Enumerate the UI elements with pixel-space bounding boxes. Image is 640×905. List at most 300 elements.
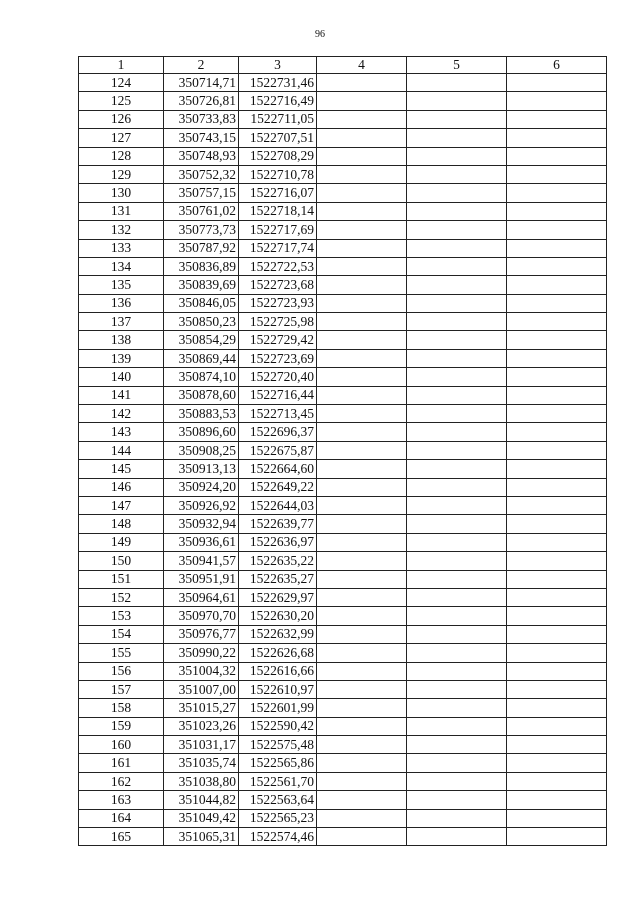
point-number-cell: 146 bbox=[79, 478, 164, 496]
empty-cell bbox=[407, 478, 507, 496]
x-coordinate-cell: 350908,25 bbox=[164, 441, 239, 459]
y-coordinate-cell: 1522729,42 bbox=[239, 331, 317, 349]
table-row bbox=[79, 276, 607, 294]
empty-cell bbox=[507, 294, 607, 312]
point-number-cell: 150 bbox=[79, 552, 164, 570]
point-number-cell: 128 bbox=[79, 147, 164, 165]
point-number-cell: 147 bbox=[79, 496, 164, 514]
y-coordinate-cell: 1522649,22 bbox=[239, 478, 317, 496]
y-coordinate-cell: 1522723,69 bbox=[239, 349, 317, 367]
empty-cell bbox=[507, 496, 607, 514]
column-header-1: 1 bbox=[79, 57, 164, 74]
y-coordinate-cell: 1522713,45 bbox=[239, 405, 317, 423]
empty-cell bbox=[317, 809, 407, 827]
y-coordinate-cell: 1522716,07 bbox=[239, 184, 317, 202]
empty-cell bbox=[407, 644, 507, 662]
empty-cell bbox=[317, 331, 407, 349]
point-number-cell: 165 bbox=[79, 828, 164, 846]
x-coordinate-cell: 350714,71 bbox=[164, 74, 239, 92]
point-number-cell: 127 bbox=[79, 129, 164, 147]
empty-cell bbox=[507, 147, 607, 165]
x-coordinate-cell: 350913,13 bbox=[164, 460, 239, 478]
empty-cell bbox=[317, 313, 407, 331]
table-row bbox=[79, 680, 607, 698]
empty-cell bbox=[407, 662, 507, 680]
table-row bbox=[79, 110, 607, 128]
point-number-cell: 144 bbox=[79, 441, 164, 459]
y-coordinate-cell: 1522574,46 bbox=[239, 828, 317, 846]
empty-cell bbox=[317, 294, 407, 312]
column-header-2: 2 bbox=[164, 57, 239, 74]
empty-cell bbox=[507, 92, 607, 110]
empty-cell bbox=[317, 92, 407, 110]
empty-cell bbox=[407, 129, 507, 147]
empty-cell bbox=[317, 791, 407, 809]
empty-cell bbox=[507, 202, 607, 220]
point-number-cell: 160 bbox=[79, 736, 164, 754]
empty-cell bbox=[317, 607, 407, 625]
empty-cell bbox=[317, 644, 407, 662]
x-coordinate-cell: 351031,17 bbox=[164, 736, 239, 754]
table-body bbox=[79, 74, 607, 846]
table-row bbox=[79, 699, 607, 717]
x-coordinate-cell: 350743,15 bbox=[164, 129, 239, 147]
empty-cell bbox=[407, 828, 507, 846]
x-coordinate-cell: 351007,00 bbox=[164, 680, 239, 698]
x-coordinate-cell: 350761,02 bbox=[164, 202, 239, 220]
x-coordinate-cell: 350752,32 bbox=[164, 165, 239, 183]
empty-cell bbox=[317, 74, 407, 92]
point-number-cell: 139 bbox=[79, 349, 164, 367]
y-coordinate-cell: 1522629,97 bbox=[239, 588, 317, 606]
point-number-cell: 156 bbox=[79, 662, 164, 680]
y-coordinate-cell: 1522575,48 bbox=[239, 736, 317, 754]
y-coordinate-cell: 1522639,77 bbox=[239, 515, 317, 533]
empty-cell bbox=[317, 699, 407, 717]
empty-cell bbox=[317, 772, 407, 790]
point-number-cell: 148 bbox=[79, 515, 164, 533]
empty-cell bbox=[507, 662, 607, 680]
empty-cell bbox=[317, 552, 407, 570]
empty-cell bbox=[317, 423, 407, 441]
point-number-cell: 133 bbox=[79, 239, 164, 257]
empty-cell bbox=[407, 754, 507, 772]
y-coordinate-cell: 1522636,97 bbox=[239, 533, 317, 551]
x-coordinate-cell: 350726,81 bbox=[164, 92, 239, 110]
empty-cell bbox=[317, 662, 407, 680]
coordinates-table bbox=[78, 56, 607, 846]
table-row bbox=[79, 644, 607, 662]
table-row bbox=[79, 754, 607, 772]
y-coordinate-cell: 1522635,22 bbox=[239, 552, 317, 570]
empty-cell bbox=[507, 313, 607, 331]
empty-cell bbox=[407, 221, 507, 239]
table-row bbox=[79, 570, 607, 588]
empty-cell bbox=[407, 809, 507, 827]
empty-cell bbox=[317, 588, 407, 606]
x-coordinate-cell: 350748,93 bbox=[164, 147, 239, 165]
empty-cell bbox=[507, 331, 607, 349]
x-coordinate-cell: 350878,60 bbox=[164, 386, 239, 404]
empty-cell bbox=[407, 386, 507, 404]
empty-cell bbox=[317, 110, 407, 128]
table-row bbox=[79, 515, 607, 533]
point-number-cell: 129 bbox=[79, 165, 164, 183]
empty-cell bbox=[507, 441, 607, 459]
empty-cell bbox=[507, 699, 607, 717]
empty-cell bbox=[317, 276, 407, 294]
x-coordinate-cell: 350850,23 bbox=[164, 313, 239, 331]
y-coordinate-cell: 1522707,51 bbox=[239, 129, 317, 147]
x-coordinate-cell: 351049,42 bbox=[164, 809, 239, 827]
empty-cell bbox=[317, 736, 407, 754]
table-row bbox=[79, 533, 607, 551]
table-row bbox=[79, 625, 607, 643]
y-coordinate-cell: 1522716,49 bbox=[239, 92, 317, 110]
y-coordinate-cell: 1522675,87 bbox=[239, 441, 317, 459]
x-coordinate-cell: 350874,10 bbox=[164, 368, 239, 386]
empty-cell bbox=[507, 625, 607, 643]
table-row bbox=[79, 478, 607, 496]
y-coordinate-cell: 1522561,70 bbox=[239, 772, 317, 790]
column-header-3: 3 bbox=[239, 57, 317, 74]
empty-cell bbox=[507, 239, 607, 257]
empty-cell bbox=[507, 791, 607, 809]
table-row bbox=[79, 331, 607, 349]
x-coordinate-cell: 350941,57 bbox=[164, 552, 239, 570]
point-number-cell: 125 bbox=[79, 92, 164, 110]
empty-cell bbox=[407, 515, 507, 533]
point-number-cell: 161 bbox=[79, 754, 164, 772]
empty-cell bbox=[407, 294, 507, 312]
empty-cell bbox=[407, 533, 507, 551]
empty-cell bbox=[407, 110, 507, 128]
table-row bbox=[79, 717, 607, 735]
empty-cell bbox=[407, 184, 507, 202]
page-number: 96 bbox=[315, 29, 325, 40]
empty-cell bbox=[507, 754, 607, 772]
empty-cell bbox=[407, 441, 507, 459]
empty-cell bbox=[507, 570, 607, 588]
empty-cell bbox=[407, 313, 507, 331]
table-row bbox=[79, 828, 607, 846]
table-row bbox=[79, 202, 607, 220]
empty-cell bbox=[407, 717, 507, 735]
table-row bbox=[79, 92, 607, 110]
empty-cell bbox=[317, 147, 407, 165]
y-coordinate-cell: 1522723,68 bbox=[239, 276, 317, 294]
empty-cell bbox=[407, 496, 507, 514]
table-row bbox=[79, 772, 607, 790]
empty-cell bbox=[317, 515, 407, 533]
x-coordinate-cell: 350964,61 bbox=[164, 588, 239, 606]
table-row bbox=[79, 662, 607, 680]
empty-cell bbox=[407, 423, 507, 441]
empty-cell bbox=[507, 588, 607, 606]
empty-cell bbox=[507, 74, 607, 92]
x-coordinate-cell: 351023,26 bbox=[164, 717, 239, 735]
empty-cell bbox=[407, 552, 507, 570]
x-coordinate-cell: 350733,83 bbox=[164, 110, 239, 128]
empty-cell bbox=[317, 184, 407, 202]
table-row bbox=[79, 147, 607, 165]
empty-cell bbox=[407, 165, 507, 183]
point-number-cell: 140 bbox=[79, 368, 164, 386]
y-coordinate-cell: 1522710,78 bbox=[239, 165, 317, 183]
y-coordinate-cell: 1522565,23 bbox=[239, 809, 317, 827]
empty-cell bbox=[507, 405, 607, 423]
empty-cell bbox=[507, 276, 607, 294]
y-coordinate-cell: 1522610,97 bbox=[239, 680, 317, 698]
empty-cell bbox=[407, 74, 507, 92]
x-coordinate-cell: 350951,91 bbox=[164, 570, 239, 588]
empty-cell bbox=[317, 717, 407, 735]
table-row bbox=[79, 74, 607, 92]
empty-cell bbox=[407, 92, 507, 110]
empty-cell bbox=[407, 680, 507, 698]
table-row bbox=[79, 496, 607, 514]
x-coordinate-cell: 351035,74 bbox=[164, 754, 239, 772]
x-coordinate-cell: 350869,44 bbox=[164, 349, 239, 367]
point-number-cell: 135 bbox=[79, 276, 164, 294]
column-header-6: 6 bbox=[507, 57, 607, 74]
table-row bbox=[79, 405, 607, 423]
table-row bbox=[79, 349, 607, 367]
point-number-cell: 137 bbox=[79, 313, 164, 331]
y-coordinate-cell: 1522644,03 bbox=[239, 496, 317, 514]
table-row bbox=[79, 460, 607, 478]
empty-cell bbox=[407, 460, 507, 478]
empty-cell bbox=[317, 460, 407, 478]
empty-cell bbox=[407, 699, 507, 717]
empty-cell bbox=[507, 809, 607, 827]
y-coordinate-cell: 1522731,46 bbox=[239, 74, 317, 92]
table-row bbox=[79, 257, 607, 275]
empty-cell bbox=[317, 221, 407, 239]
empty-cell bbox=[507, 165, 607, 183]
empty-cell bbox=[407, 257, 507, 275]
point-number-cell: 130 bbox=[79, 184, 164, 202]
empty-cell bbox=[407, 588, 507, 606]
y-coordinate-cell: 1522718,14 bbox=[239, 202, 317, 220]
y-coordinate-cell: 1522723,93 bbox=[239, 294, 317, 312]
empty-cell bbox=[317, 386, 407, 404]
empty-cell bbox=[317, 625, 407, 643]
empty-cell bbox=[407, 570, 507, 588]
point-number-cell: 162 bbox=[79, 772, 164, 790]
point-number-cell: 143 bbox=[79, 423, 164, 441]
x-coordinate-cell: 350773,73 bbox=[164, 221, 239, 239]
x-coordinate-cell: 350936,61 bbox=[164, 533, 239, 551]
empty-cell bbox=[317, 570, 407, 588]
table-row bbox=[79, 588, 607, 606]
x-coordinate-cell: 350854,29 bbox=[164, 331, 239, 349]
empty-cell bbox=[407, 202, 507, 220]
table-row bbox=[79, 221, 607, 239]
x-coordinate-cell: 351004,32 bbox=[164, 662, 239, 680]
empty-cell bbox=[317, 202, 407, 220]
point-number-cell: 145 bbox=[79, 460, 164, 478]
table-row bbox=[79, 239, 607, 257]
point-number-cell: 124 bbox=[79, 74, 164, 92]
empty-cell bbox=[407, 239, 507, 257]
point-number-cell: 142 bbox=[79, 405, 164, 423]
empty-cell bbox=[507, 368, 607, 386]
table-row bbox=[79, 441, 607, 459]
empty-cell bbox=[317, 441, 407, 459]
y-coordinate-cell: 1522720,40 bbox=[239, 368, 317, 386]
empty-cell bbox=[507, 607, 607, 625]
empty-cell bbox=[507, 644, 607, 662]
y-coordinate-cell: 1522590,42 bbox=[239, 717, 317, 735]
point-number-cell: 159 bbox=[79, 717, 164, 735]
y-coordinate-cell: 1522601,99 bbox=[239, 699, 317, 717]
empty-cell bbox=[507, 460, 607, 478]
empty-cell bbox=[317, 129, 407, 147]
point-number-cell: 158 bbox=[79, 699, 164, 717]
empty-cell bbox=[407, 625, 507, 643]
point-number-cell: 138 bbox=[79, 331, 164, 349]
empty-cell bbox=[407, 331, 507, 349]
x-coordinate-cell: 350787,92 bbox=[164, 239, 239, 257]
x-coordinate-cell: 350970,70 bbox=[164, 607, 239, 625]
point-number-cell: 151 bbox=[79, 570, 164, 588]
y-coordinate-cell: 1522563,64 bbox=[239, 791, 317, 809]
empty-cell bbox=[317, 165, 407, 183]
y-coordinate-cell: 1522630,20 bbox=[239, 607, 317, 625]
empty-cell bbox=[317, 349, 407, 367]
table-row bbox=[79, 165, 607, 183]
empty-cell bbox=[317, 405, 407, 423]
empty-cell bbox=[507, 772, 607, 790]
column-header-4: 4 bbox=[317, 57, 407, 74]
x-coordinate-cell: 350839,69 bbox=[164, 276, 239, 294]
empty-cell bbox=[507, 828, 607, 846]
point-number-cell: 126 bbox=[79, 110, 164, 128]
table-header-row bbox=[79, 57, 607, 74]
empty-cell bbox=[407, 791, 507, 809]
empty-cell bbox=[407, 607, 507, 625]
y-coordinate-cell: 1522565,86 bbox=[239, 754, 317, 772]
x-coordinate-cell: 350846,05 bbox=[164, 294, 239, 312]
x-coordinate-cell: 350883,53 bbox=[164, 405, 239, 423]
x-coordinate-cell: 350932,94 bbox=[164, 515, 239, 533]
point-number-cell: 131 bbox=[79, 202, 164, 220]
empty-cell bbox=[407, 368, 507, 386]
x-coordinate-cell: 350896,60 bbox=[164, 423, 239, 441]
y-coordinate-cell: 1522664,60 bbox=[239, 460, 317, 478]
y-coordinate-cell: 1522696,37 bbox=[239, 423, 317, 441]
empty-cell bbox=[507, 257, 607, 275]
y-coordinate-cell: 1522717,74 bbox=[239, 239, 317, 257]
empty-cell bbox=[317, 239, 407, 257]
table-row bbox=[79, 368, 607, 386]
table-row bbox=[79, 607, 607, 625]
x-coordinate-cell: 351065,31 bbox=[164, 828, 239, 846]
y-coordinate-cell: 1522722,53 bbox=[239, 257, 317, 275]
empty-cell bbox=[317, 680, 407, 698]
empty-cell bbox=[507, 423, 607, 441]
y-coordinate-cell: 1522708,29 bbox=[239, 147, 317, 165]
empty-cell bbox=[317, 257, 407, 275]
empty-cell bbox=[407, 772, 507, 790]
point-number-cell: 134 bbox=[79, 257, 164, 275]
empty-cell bbox=[507, 478, 607, 496]
empty-cell bbox=[317, 828, 407, 846]
point-number-cell: 153 bbox=[79, 607, 164, 625]
empty-cell bbox=[507, 184, 607, 202]
empty-cell bbox=[507, 386, 607, 404]
table-row bbox=[79, 313, 607, 331]
empty-cell bbox=[507, 221, 607, 239]
table-row bbox=[79, 552, 607, 570]
y-coordinate-cell: 1522711,05 bbox=[239, 110, 317, 128]
x-coordinate-cell: 350836,89 bbox=[164, 257, 239, 275]
table-row bbox=[79, 809, 607, 827]
y-coordinate-cell: 1522716,44 bbox=[239, 386, 317, 404]
y-coordinate-cell: 1522632,99 bbox=[239, 625, 317, 643]
y-coordinate-cell: 1522626,68 bbox=[239, 644, 317, 662]
table-row bbox=[79, 129, 607, 147]
point-number-cell: 152 bbox=[79, 588, 164, 606]
column-header-5: 5 bbox=[407, 57, 507, 74]
point-number-cell: 136 bbox=[79, 294, 164, 312]
empty-cell bbox=[507, 552, 607, 570]
point-number-cell: 141 bbox=[79, 386, 164, 404]
empty-cell bbox=[507, 680, 607, 698]
point-number-cell: 132 bbox=[79, 221, 164, 239]
empty-cell bbox=[317, 368, 407, 386]
empty-cell bbox=[407, 276, 507, 294]
x-coordinate-cell: 350924,20 bbox=[164, 478, 239, 496]
y-coordinate-cell: 1522717,69 bbox=[239, 221, 317, 239]
table-row bbox=[79, 386, 607, 404]
empty-cell bbox=[507, 736, 607, 754]
point-number-cell: 157 bbox=[79, 680, 164, 698]
empty-cell bbox=[407, 405, 507, 423]
y-coordinate-cell: 1522616,66 bbox=[239, 662, 317, 680]
empty-cell bbox=[317, 478, 407, 496]
empty-cell bbox=[507, 129, 607, 147]
table-row bbox=[79, 184, 607, 202]
point-number-cell: 149 bbox=[79, 533, 164, 551]
empty-cell bbox=[507, 533, 607, 551]
y-coordinate-cell: 1522725,98 bbox=[239, 313, 317, 331]
y-coordinate-cell: 1522635,27 bbox=[239, 570, 317, 588]
empty-cell bbox=[317, 496, 407, 514]
empty-cell bbox=[507, 717, 607, 735]
table-row bbox=[79, 791, 607, 809]
point-number-cell: 155 bbox=[79, 644, 164, 662]
x-coordinate-cell: 350976,77 bbox=[164, 625, 239, 643]
x-coordinate-cell: 350926,92 bbox=[164, 496, 239, 514]
empty-cell bbox=[317, 754, 407, 772]
point-number-cell: 163 bbox=[79, 791, 164, 809]
table-row bbox=[79, 736, 607, 754]
point-number-cell: 154 bbox=[79, 625, 164, 643]
x-coordinate-cell: 351015,27 bbox=[164, 699, 239, 717]
empty-cell bbox=[407, 349, 507, 367]
x-coordinate-cell: 351038,80 bbox=[164, 772, 239, 790]
x-coordinate-cell: 350757,15 bbox=[164, 184, 239, 202]
point-number-cell: 164 bbox=[79, 809, 164, 827]
empty-cell bbox=[507, 349, 607, 367]
empty-cell bbox=[407, 147, 507, 165]
table-row bbox=[79, 423, 607, 441]
empty-cell bbox=[507, 515, 607, 533]
x-coordinate-cell: 350990,22 bbox=[164, 644, 239, 662]
table-row bbox=[79, 294, 607, 312]
